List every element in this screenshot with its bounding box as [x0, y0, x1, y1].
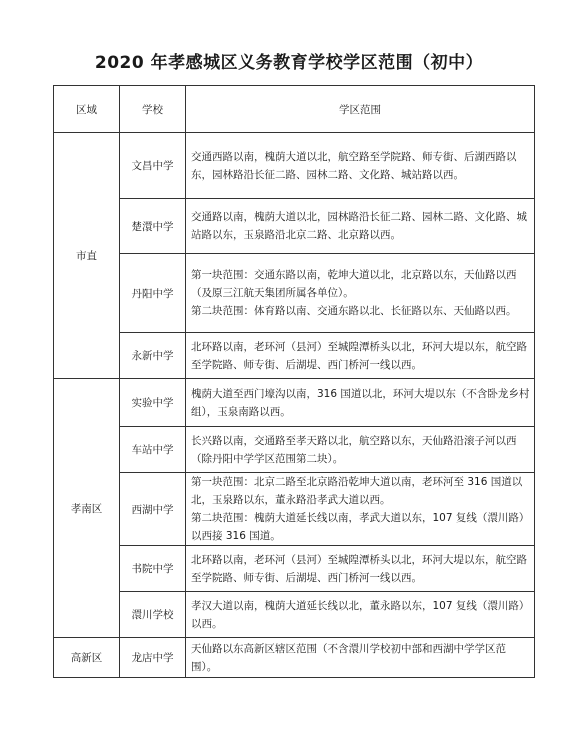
table-row — [54, 473, 535, 546]
table-row — [54, 133, 535, 199]
scope-cell — [186, 473, 535, 546]
scope-line: 第二块范围：槐荫大道延长线以南，孝武大道以东，107 复线（澴川路）以西接 316 国道。 — [191, 512, 530, 542]
scope-line: 第一块范围：北京二路至北京路沿乾坤大道以南，老环河至 316 国道以北，玉泉路以东，董永路沿孝武大道以西。 — [191, 476, 523, 506]
scope-cell — [186, 546, 535, 592]
table-row — [54, 379, 535, 427]
scope-line: 孝汉大道以南，槐荫大道延长线以北，董永路以东，107 复线（澴川路）以西。 — [191, 599, 530, 630]
school-cell: 文昌中学 — [120, 133, 186, 199]
page-title: 2020 年孝感城区义务教育学校学区范围（初中） — [94, 53, 484, 73]
table-header-row — [54, 86, 535, 133]
scope-line: 天仙路以东高新区辖区范围（不含澴川学校初中部和西湖中学学区范围）。 — [191, 642, 506, 673]
school-cell: 楚澴中学 — [120, 199, 186, 254]
scope-line: 长兴路以南，交通路至孝天路以北，航空路以东，天仙路沿滚子河以西（除丹阳中学学区范围第二块）。 — [191, 434, 517, 465]
scope-line: 北环路以南，老环河（县河）至城隍潭桥头以北，环河大堤以东，航空路至学院路、师专街、后湖堤、西门桥河一线以西。 — [191, 553, 527, 584]
scope-line: 交通西路以南，槐荫大道以北，航空路至学院路、师专街、后湖西路以东，园林路沿长征二路、园林二路、文化路、城站路以西。 — [191, 150, 517, 181]
area-cell: 市直 — [54, 133, 120, 379]
scope-cell — [186, 199, 535, 254]
scope-cell — [186, 427, 535, 473]
table-row — [54, 592, 535, 638]
school-cell: 车站中学 — [120, 427, 186, 473]
scope-cell — [186, 379, 535, 427]
school-cell: 实验中学 — [120, 379, 186, 427]
area-cell: 孝南区 — [54, 379, 120, 638]
scope-cell — [186, 638, 535, 678]
school-district-table — [53, 85, 535, 678]
header-area: 区域 — [54, 86, 120, 133]
scope-cell — [186, 254, 535, 333]
scope-cell — [186, 133, 535, 199]
table-row — [54, 199, 535, 254]
school-cell: 书院中学 — [120, 546, 186, 592]
scope-line: 交通路以南，槐荫大道以北，园林路沿长征二路、园林二路、文化路、城站路以东，玉泉路沿北京二路、北京路以西。 — [191, 211, 527, 241]
area-cell: 高新区 — [54, 638, 120, 678]
table-row — [54, 638, 535, 678]
table-row — [54, 333, 535, 379]
header-school: 学校 — [120, 86, 186, 133]
school-cell: 澴川学校 — [120, 592, 186, 638]
scope-line: 槐荫大道至西门壕沟以南，316 国道以北，环河大堤以东（不含卧龙乡村组），玉泉南路以西。 — [191, 387, 530, 418]
table-row — [54, 427, 535, 473]
table-row — [54, 254, 535, 333]
school-cell: 西湖中学 — [120, 473, 186, 546]
table-row — [54, 546, 535, 592]
scope-line: 第二块范围：体育路以南、交通东路以北、长征路以东、天仙路以西。 — [191, 305, 517, 317]
school-cell: 永新中学 — [120, 333, 186, 379]
scope-line: 第一块范围：交通东路以南，乾坤大道以北，北京路以东，天仙路以西（及原三江航天集团所属各单位）。 — [191, 269, 517, 299]
scope-cell — [186, 592, 535, 638]
scope-cell — [186, 333, 535, 379]
school-cell: 龙店中学 — [120, 638, 186, 678]
header-scope: 学区范围 — [186, 86, 535, 133]
scope-line: 北环路以南，老环河（县河）至城隍潭桥头以北，环河大堤以东，航空路至学院路、师专街、后湖堤、西门桥河一线以西。 — [191, 340, 527, 371]
school-cell: 丹阳中学 — [120, 254, 186, 333]
